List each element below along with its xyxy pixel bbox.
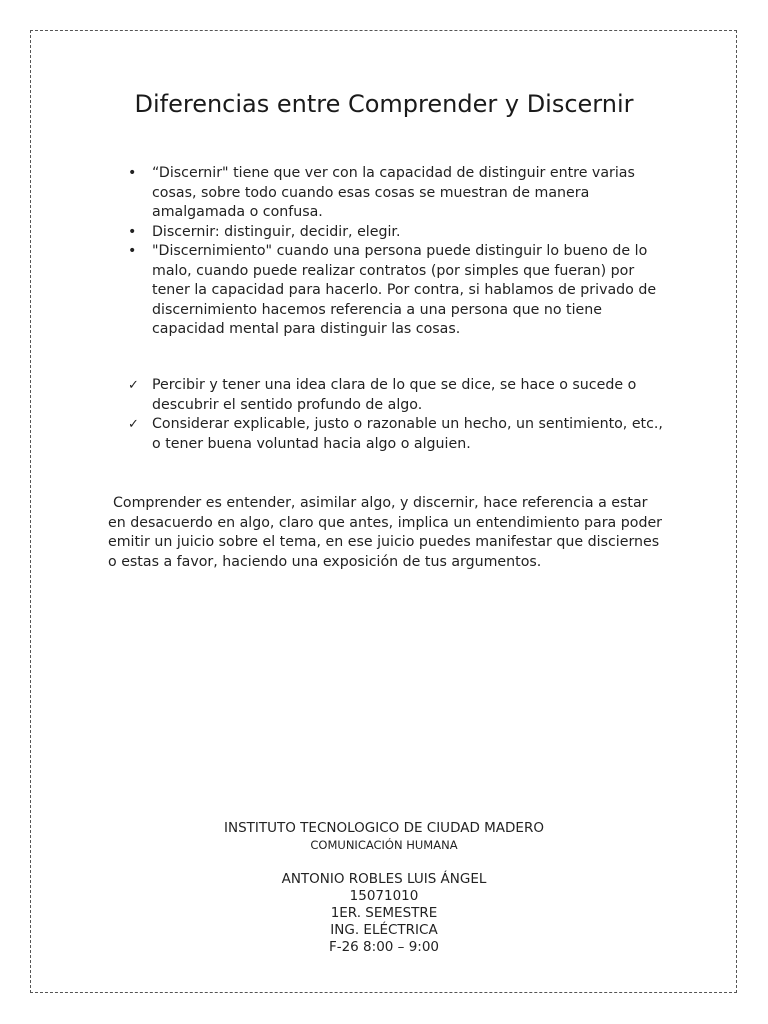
bullet-text: Discernir: distinguir, decidir, elegir. — [152, 223, 401, 240]
student-name: ANTONIO ROBLES LUIS ÁNGEL — [281, 871, 487, 887]
bullet-icon: • — [128, 165, 137, 181]
semester-label: 1ER. SEMESTRE — [330, 905, 438, 921]
cover-footer — [0, 820, 768, 956]
bullet-text: "Discernimiento" cuando una persona puede distinguir lo bueno de lo malo, cuando puede realizar contratos (por simples que fueran) por tener la capacidad para hacerlo. Por contra, si hablamos de privado de discernimiento hacemos referencia a una persona que no tiene capacidad mental para distinguir las cosas. — [152, 243, 657, 337]
check-icon: ✓ — [128, 378, 139, 393]
student-id: 15071010 — [349, 888, 419, 904]
career-label: ING. ELÉCTRICA — [330, 922, 438, 938]
conclusion-paragraph: Comprender es entender, asimilar algo, y discernir, hace referencia a estar en desacuerdo en algo, claro que antes, implica un entendimiento para poder emitir un juicio sobre el tema, en ese juicio puedes manifestar que disciernes o estas a favor, haciendo una exposición de tus argumentos. — [108, 495, 663, 570]
list-item — [128, 242, 668, 340]
check-text: Percibir y tener una idea clara de lo que se dice, se hace o sucede o descubrir el sentido profundo de algo. — [152, 377, 637, 413]
bullet-icon: • — [128, 243, 137, 259]
list-item — [128, 376, 668, 415]
meaning-check-list — [128, 376, 668, 454]
footer-spacer — [0, 853, 768, 871]
institution-name: INSTITUTO TECNOLOGICO DE CIUDAD MADERO — [224, 820, 544, 836]
bullet-text: “Discernir" tiene que ver con la capacidad de distinguir entre varias cosas, sobre todo cuando esas cosas se muestran de manera amalgamada o confusa. — [152, 165, 635, 220]
check-text: Considerar explicable, justo o razonable un hecho, un sentimiento, etc., o tener buena voluntad hacia algo o alguien. — [152, 416, 663, 452]
list-item — [128, 415, 668, 454]
bullet-icon: • — [128, 223, 137, 240]
definition-bullet-list — [128, 164, 668, 340]
list-item — [128, 223, 668, 243]
subject-name: COMUNICACIÓN HUMANA — [310, 838, 458, 852]
schedule-label: F-26 8:00 – 9:00 — [328, 939, 440, 955]
document-title: Diferencias entre Comprender y Discernir — [134, 90, 634, 118]
check-icon: ✓ — [128, 417, 139, 432]
list-item — [128, 164, 668, 223]
